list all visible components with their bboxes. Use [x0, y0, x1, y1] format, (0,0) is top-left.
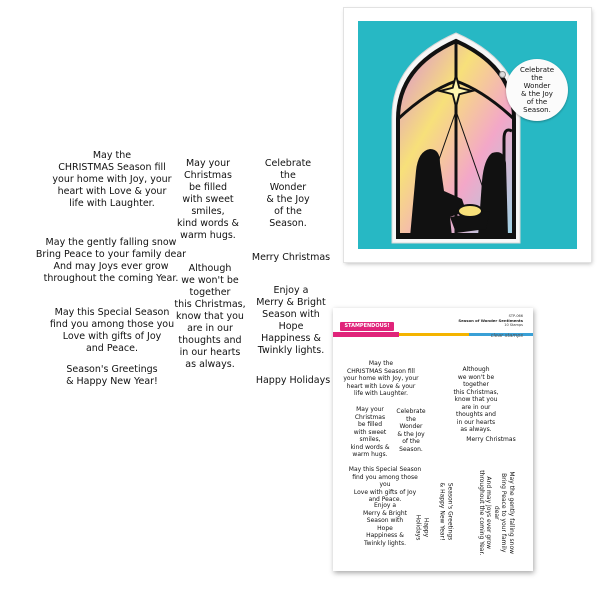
pkg-stamp-seasons-greetings: Season's Greetings & Happy New Year! — [439, 482, 454, 541]
pkg-stamp-gently-falling: May the gently falling snow Bring Peace to your family dear And may Joys ever grow throughout the coming Year. — [477, 470, 515, 556]
card-photo — [344, 8, 591, 262]
brand-logo: STAMPENDOUS! — [340, 322, 394, 331]
stamp-happy-holidays: Happy Holidays — [255, 375, 331, 386]
pkg-stamp-celebrate: Celebrate the Wonder & the Joy of the Season. — [396, 408, 426, 453]
stamp-gently-falling: May the gently falling snow Bring Peace to your family dear And may Joys ever grow throughout the coming Year. — [35, 237, 187, 284]
pkg-stamp-may-your-christmas: May your Christmas be filled with sweet smiles, kind words & warm hugs. — [350, 406, 390, 458]
pkg-stamp-merry-christmas: Merry Christmas — [466, 436, 516, 443]
tag-eyelet — [499, 71, 506, 78]
card-background — [358, 21, 577, 249]
pkg-stamp-special-season: May this Special Season find you among those you Love with gifts of Joy and Peace. — [348, 466, 422, 503]
tag-text: Celebrate the Wonder & the Joy of the Season. — [519, 66, 555, 114]
stamp-special-season: May this Special Season find you among those you Love with gifts of Joy and Peace. — [49, 307, 175, 354]
pkg-stamp-christmas-season: May the CHRISTMAS Season fill your home with Joy, your heart with Love & your life with Laughter. — [343, 360, 419, 397]
stamp-celebrate: Celebrate the Wonder & the Joy of the Season. — [264, 158, 312, 229]
clear-stamps-label: clear stamps — [490, 333, 523, 339]
stamp-package — [333, 308, 533, 571]
stamp-may-your-christmas: May your Christmas be filled with sweet smiles, kind words & warm hugs. — [177, 158, 239, 241]
stamp-although: Although we won't be together this Christmas, know that you are in our thoughts and in our hearts as always. — [174, 263, 246, 370]
package-title: Season of Wonder Sentiments — [458, 318, 523, 323]
sentiment-tag — [506, 59, 568, 121]
stamp-enjoy-merry: Enjoy a Merry & Bright Season with Hope Happiness & Twinkly lights. — [256, 285, 326, 356]
pkg-stamp-enjoy-merry: Enjoy a Merry & Bright Season with Hope Happiness & Twinkly lights. — [363, 502, 407, 547]
stamp-christmas-season: May the CHRISTMAS Season fill your home with Joy, your heart with Love & your life with Laughter. — [52, 150, 172, 209]
pkg-stamp-happy-holidays: Happy Holidays — [415, 514, 430, 541]
pkg-stamp-although: Although we won't be together this Christmas, know that you are in our thoughts and in our hearts as always. — [453, 366, 499, 433]
nativity-window-illustration — [358, 21, 577, 249]
package-count: 10 Stamps — [504, 323, 523, 327]
stamp-merry-christmas: Merry Christmas — [251, 252, 331, 263]
stamp-seasons-greetings: Season's Greetings & Happy New Year! — [66, 364, 158, 387]
package-sku: STP-066 — [508, 314, 523, 318]
